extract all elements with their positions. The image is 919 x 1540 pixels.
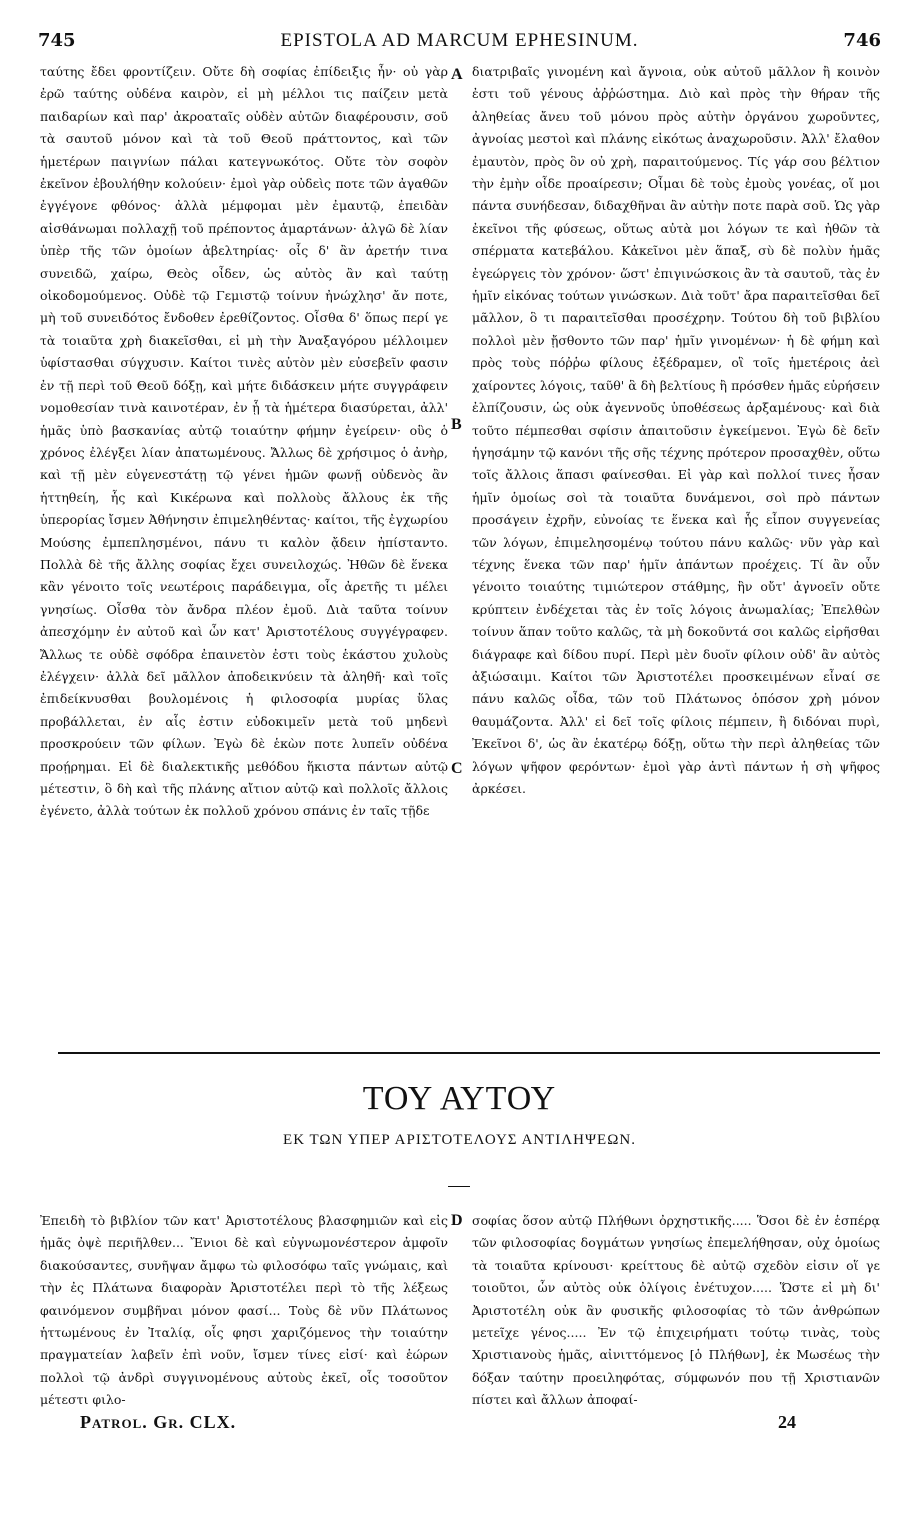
- short-divider: [448, 1186, 470, 1187]
- footer-sheet-number: 24: [778, 1412, 796, 1432]
- footer-signature: Patrol. Gr. CLX.: [80, 1412, 237, 1432]
- section-subtitle: ΕΚ ΤΩΝ ΥΠΕΡ ΑΡΙΣΤΟΤΕΛΟΥΣ ΑΝΤΙΛΗΨΕΩΝ.: [283, 1132, 636, 1148]
- lower-right-text: σοφίας ὅσον αὐτῷ Πλήθωνι ὀρχηστικῆς..... Ὅσοι δὲ ἐν ἑσπέρᾳ τῶν φιλοσοφίας δογμάτων γνησίως ἐπεμελήθησαν, οὐχ ὁμοίως τὰ τοιαῦτα κρίνουσι· κρείττους δὲ αὐτῷ σχεδὸν εἰσιν οἵ γε τοιοῦτοι, ὧν αὐτὸς οὐκ ὀλίγοις ἐνέτυχον..... Ὥστε εἰ μὴ δι' Ἀριστοτέλη οὐκ ἂν φυσικῆς φιλοσοφίας τὸ τῶν ἀνθρώπων μετεῖχε γένος..... Ἐν τῷ ἐπιχειρήματι τούτῳ τινὰς, τοὺς Χριστιανοὺς ἡμᾶς, αἰνιττόμενος [ὁ Πλήθων], ἐκ Μωσέως τὴν δόξαν ταύτην προειληφότας, σύμφωνόν που τῇ Χριστιανῶν πίστει καὶ ἄλλων ἀποφαί-: [472, 1213, 880, 1408]
- margin-marker-b: B: [451, 416, 462, 433]
- section-divider: [58, 1052, 880, 1054]
- margin-marker-d: D: [451, 1212, 463, 1229]
- upper-left-column: [40, 61, 448, 823]
- upper-right-text: διατριβαῖς γινομένη καὶ ἄγνοια, οὐκ αὐτοῦ μᾶλλον ἢ κοινὸν ἐστι τοῦ γένους ἀῤῥώστημα. Διὸ καὶ πρὸς τὴν θήραν τῆς ἀληθείας ἄνευ τοῦ μόνου πρὸς αὐτὴν ὀργάνου χωροῦντες, ἀγνοίας μεστοὶ καὶ πλάνης εἰκότως ἀναχωροῦσιν. Ἀλλ' ἔλαθον ἐμαυτὸν, πρὸς ὃν οὐ χρὴ, παραιτούμενος. Τίς γάρ σου βέλτιον τὴν ἐμὴν οἶδε προαίρεσιν; Οἶμαι δὲ τοὺς ἐμοὺς γονέας, οἵ μοι πάντα συνήδεσαν, διδαχθῆναι ἂν αὐτὴν ποτε παρὰ σοῦ. Ὡς γὰρ ἐκεῖνοι τῆς φύσεως, οὕτως αὐτὰ μοι λόγων τε καὶ ἠθῶν τὰ σπέρματα κατεβάλου. Κἀκεῖνοι μὲν ἅπαξ, σὺ δὲ πολὺν ἡμᾶς ἐγεώργεις τὸν χρόνον· ὥστ' ἐπιγινώσκοις ἂν τὰ σαυτοῦ, τὰς ἐν ἡμῖν εἰκόνας τούτων γινώσκων. Διὰ τοῦτ' ἄρα παραιτεῖσθαι δεῖ μᾶλλον, ὃ τι παραιτεῖσθαι προσέχρην. Τούτου δὴ τοῦ βιβλίου πολλοὶ μὲν ᾔσθοντο τῶν παρ' ἡμῖν γινομένων· ἡ δὲ φήμη καὶ πρὸς τοὺς πόῤῥω φίλους ἐξέδραμεν, οἳ τοῖς ἡμετέροις ἀεὶ χαίροντες λόγοις, ταῦθ' ἃ δὴ βελτίους ἢ πρόσθεν ἡμᾶς εὑρήσειν ἐλπίζουσιν, ὡς οὐκ ἀγεννοῦς ὑποθέσεως ἀρξαμένους· καὶ διὰ τοῦτο πέμπεσθαι σφίσιν ἀπαιτοῦσιν ἐγκείμενοι. Ἐγὼ δὲ δεῖν ἡγησάμην τῷ κανόνι τῆς σῆς τέχνης πρότερον προσαχθὲν, οὕτω τοῖς ἄλλοις ἅπασι φαίνεσθαι. Εἰ γὰρ καὶ πολλοί τινες ἦσαν ἡμῖν ὁμοίως σοὶ τὰ τοιαῦτα δυνάμενοι, σοὶ πρὸ πάντων προσάγειν ἐχρῆν, εὐνοίας τε ἕνεκα καὶ ἧς εἶπον συγγενείας τῶν λόγων, ἐπιμελησομένῳ τούτου πάνυ καλῶς· νῦν γὰρ καὶ τέχνης ἕνεκα τῶν παρ' ἡμῖν ἁπάντων προέχεις. Τί ἂν οὖν γένοιτο τοιαύτης τιμιώτερον στάθμης, ἣν οὔτ' ἀγνοεῖν οὔτε κρύπτειν ἐνδέχεται τὰς ἐν τοῖς λόγοις ἀνωμαλίας; Ἐπελθὼν τοίνυν ἅπαν τοῦτο καλῶς, τὰ μὴ δοκοῦντά σοι καλῶς εἰρῆσθαι διάγραφε καὶ δίδου πυρί. Περὶ μὲν δυοῖν φίλοιν οὐδ' ἂν αὐτὸς ἀξιώσαιμι. Καίτοι τῶν Ἀριστοτέλει προσκειμένων εἶναί σε πάνυ καλῶς οἶδα, τῶν τοῦ Πλάτωνος ὁπόσον χρὴ μόνον θαυμάζοντα. Ἀλλ' εἰ δεῖ τοῖς φίλοις πέμπειν, ἢ διδόναι πυρὶ, Ἐκεῖνοι δ', ὡς ἂν ἑκατέρῳ δόξῃ, οὕτω τὴν περὶ ἀληθείας τῶν λόγων ψῆφον φερόντων· ἐμοὶ γὰρ ἀντὶ πάντων ἡ σὴ ψῆφος ἀρκέσει.: [472, 64, 880, 796]
- running-head: [38, 30, 881, 58]
- lower-left-text: Ἐπειδὴ τὸ βιβλίον τῶν κατ' Ἀριστοτέλους βλασφημιῶν καὶ εἰς ἡμᾶς ὀψὲ περιῆλθεν... Ἔνιοι δὲ καὶ εὐγνωμονέστερον ἀμφοῖν διακούσαντες, συνῆψαν ἄμφω τὼ φιλοσόφω ταῖς γνώμαις, καὶ τὴν ἐς Πλάτωνα διαφορὰν Ἀριστοτέλει περὶ τὸ τῆς λέξεως φαινόμενον συμβῆναι μόνον φασί... Τοὺς δὲ νῦν Πλάτωνος ἡττωμένους ἐν Ἰταλίᾳ, οἷς φησι χαριζόμενος τὴν τοιαύτην πραγματείαν λαβεῖν ἐπὶ νοῦν, ἴσμεν τίνες εἰσί· καὶ ἑώρων πολλοὶ τῷ ἀνδρὶ συγγινομένους αὐτοὺς ἐκεῖ, οἷς τοσοῦτον μέτεστι φιλο-: [40, 1213, 448, 1408]
- lower-right-column: [472, 1210, 880, 1412]
- page-number-right: 746: [843, 30, 881, 51]
- section-title: ΤΟΥ ΑΥΤΟΥ: [362, 1080, 557, 1117]
- running-title: EPISTOLA AD MARCUM EPHESINUM.: [280, 30, 639, 51]
- upper-left-text: ταύτης ἔδει φροντίζειν. Οὔτε δὴ σοφίας ἐπίδειξις ἦν· οὐ γὰρ ἐρῶ ταύτης οὐδένα καιρὸν, εἰ μὴ μέλλοι τις παίζειν μετὰ παιδαρίων καὶ παρ' ἀκροαταῖς οὐδὲν αὐτῶν διαφέρουσιν, σοῦ τὰ σαυτοῦ μόνον καὶ τὰ τοῦ Θεοῦ πράττοντος, καὶ τῶν ἡμετέρων παιγνίων πάλαι κατεγνωκότος. Οὔτε τὸν σοφὸν ἐκεῖνον ἐβουλήθην κολούειν· ἐμοὶ γὰρ οὐδεὶς ποτε τῶν ἀγαθῶν ἐγγέγονε φθόνος· ἀλλὰ μέμφομαι μὲν ἐμαυτῷ, ἐπειδὰν αἰσθάνωμαι πολλαχῇ τοῦ πρέποντος ἁμαρτάνων· ἀλγῶ δὲ λίαν ὑπὲρ τῆς τῶν ὁμοίων ἀβελτηρίας· οἷς δ' ἂν ἀρετήν τινα συνειδῶ, χαίρω, Θεὸς οἶδεν, ὡς αὐτὸς ἂν καὶ ταύτῃ οἰκοδομούμενος. Οὐδὲ τῷ Γεμιστῷ τοίνυν ἠνώχλησ' ἄν ποτε, μὴ τοῦ συνειδότος ἔνδοθεν ἐρεθίζοντος. Οἶσθα δ' ὅπως περί γε τὰ τοιαῦτα χρὴ διακεῖσθαι, εἰ μὴ τὴν Ἀναξαγόρου μέλλοιμεν ὑφίστασθαι σύγχυσιν. Καίτοι τινὲς αὐτὸν μὲν εὐσεβεῖν φασιν ἐν τῇ περὶ τοῦ Θεοῦ δόξῃ, καὶ μήτε διδάσκειν μήτε συγγράφειν νομοθεσίαν τινὰ καινοτέραν, ἐν ᾗ τὰ ἡμέτερα διασύρεται, ἀλλ' ἡμᾶς ὑπὸ βασκανίας αὐτῷ τοιαύτην φήμην ἐγείρειν· οὓς ὁ χρόνος ἐλέγξει λίαν ἀπατωμένους. Ἄλλως δὲ χρήσιμος ὁ ἀνὴρ, καὶ τῇ μὲν εὐγενεστάτῃ τῷ γένει ἡμῶν φωνῇ οὐδενὸς ἂν ἡττηθείη, ἧς καὶ Κικέρωνα καὶ πολλοὺς ἄλλους ἐκ τῆς ὑπερορίας ἴσμεν Ἀθήνησιν ἐπιμεληθέντας· καίτοι, τῆς ἐγχωρίου Μούσης ἐμπεπλησμένοι, πάνυ τι καλὸν ᾄδειν ἠπίσταντο. Πολλὰ δὲ τῆς ἄλλης σοφίας ἔχει συνειλοχώς. Ἠθῶν δὲ ἕνεκα κἂν γένοιτο τοῖς νεωτέροις παράδειγμα, οἷς ἀρετῆς τι μέλει γνησίως. Οἶσθα τὸν ἄνδρα πλέον ἐμοῦ. Διὰ ταῦτα τοίνυν ἀπεσχόμην ἐν αὐτοῦ καὶ ὧν κατ' Ἀριστοτέλους συγγέγραφεν. Ἄλλως τε οὐδὲ σφόδρα ἐπαινετὸν ἐστι τοὺς ἑκάστου χυλοὺς ἐλέγχειν· ἀλλὰ δεῖ μᾶλλον ἀποδεικνύειν τὰ ἀληθῆ· καὶ τοῖς ἐπιδείκνυσθαι βουλομένοις ἡ φιλοσοφία μυρίας ὕλας προβάλλεται, ἐν αἷς ἐστιν εὐδοκιμεῖν μετὰ τοῦ μηδενὶ προσκρούειν τῶν φίλων. Ἐγὼ δὲ ἑκὼν ποτε λυπεῖν οὐδένα προῄρημαι. Εἰ δὲ διαλεκτικῆς μεθόδου ἥκιστα πάντων αὐτῷ μέτεστιν, ὃ δὴ καὶ τῆς πλάνης αἴτιον αὐτῷ καὶ πολλοῖς ἄλλοις ἐγένετο, ἀλλὰ τούτων ἐκ πολλοῦ χρόνου σπάνις ἐν ταῖς τῇδε: [40, 64, 448, 819]
- page-number-left: 745: [38, 30, 76, 51]
- upper-right-column: [472, 61, 880, 800]
- margin-marker-c: C: [451, 760, 463, 777]
- margin-marker-a: A: [451, 66, 463, 83]
- lower-left-column: [40, 1210, 448, 1412]
